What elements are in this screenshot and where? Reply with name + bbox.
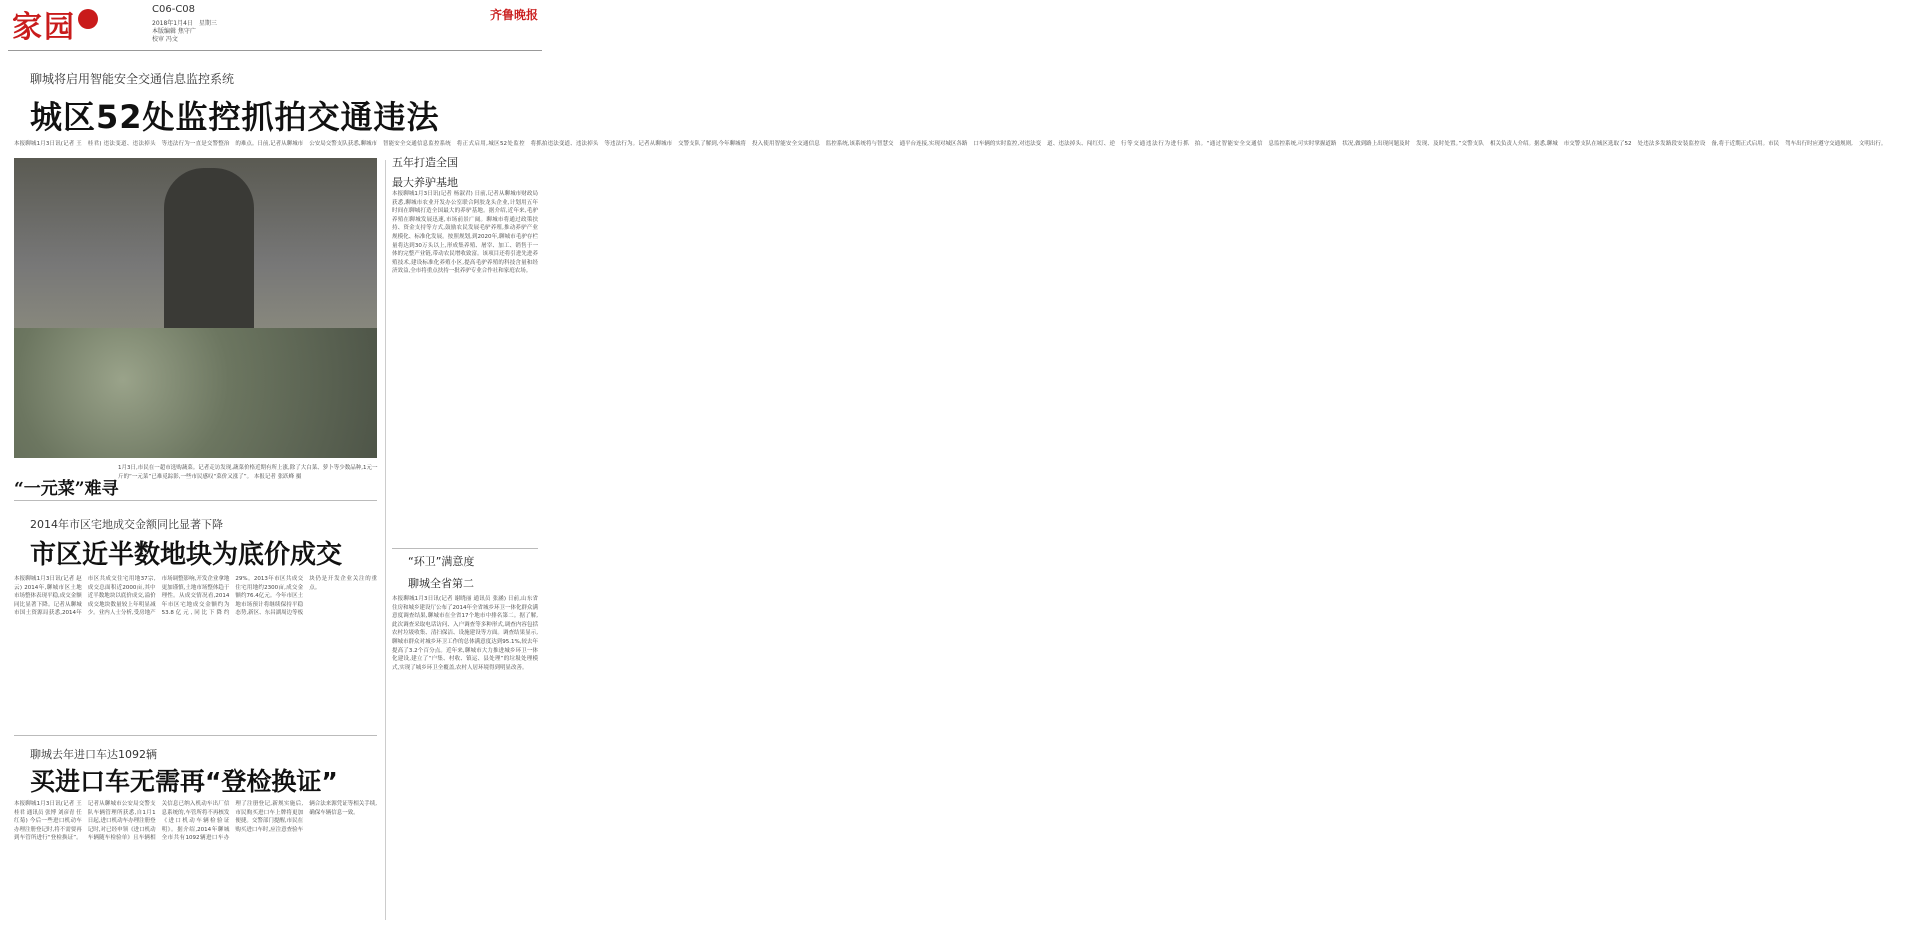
masthead <box>0 0 550 52</box>
section-name: 家园 <box>12 10 76 45</box>
story1-kicker: 聊城将启用智能安全交通信息监控系统 <box>30 72 235 86</box>
sidebar1-title <box>392 154 458 190</box>
masthead-rule <box>8 50 542 51</box>
edition-meta <box>152 20 217 44</box>
story3-headline: 买进口车无需再“登检换证” <box>30 767 338 796</box>
date-line: 2018年1月4日 星期三 <box>152 20 217 27</box>
sidebar1-body: 本报聊城1月3日讯(记者 杨淑君) 日前,记者从聊城市财政局获悉,聊城市农业开发办公室联合阿胶龙头企业,计划用五年时间在聊城打造全国最大的养驴基地。据介绍,近年来,毛驴养殖在聊城发展迅速,市场前景广阔。聊城市将通过政策扶持、资金支持等方式,鼓励农民发展毛驴养殖,推动养驴产业规模化、标准化发展。按照规划,到2020年,聊城市毛驴存栏量将达到30万头以上,形成集养殖、屠宰、加工、销售于一体的完整产业链,带动农民增收致富。该项目还将引进先进养殖技术,建设标准化养殖小区,提高毛驴养殖的科技含量和经济效益,全市将重点扶持一批养驴专业合作社和家庭农场。 <box>392 191 538 275</box>
story2-kicker: 2014年市区宅地成交金额同比显著下降 <box>30 518 223 531</box>
story3-kicker: 聊城去年进口车达1092辆 <box>30 748 157 761</box>
photo-caption-title: “一元菜”难寻 <box>14 479 119 499</box>
vegetable-market-photo <box>14 158 377 458</box>
story2-headline: 市区近半数地块为底价成交 <box>30 540 343 570</box>
editor-line: 本版编辑 焦守广 <box>152 28 196 35</box>
sidebar1-title-line2: 最大养驴基地 <box>392 176 458 189</box>
section-logo-icon <box>78 9 98 29</box>
story1-body: 本报聊城1月3日讯(记者 王桂君) 违法变道、违法掉头等违法行为一直是交警整治的难点。日前,记者从聊城市公安局交警支队获悉,聊城市智能安全交通信息监控系统将正式启用,城区52处监控将抓拍违法变道、违法掉头等违法行为。记者从聊城市交警支队了解到,今年聊城将投入使用智能安全交通信息监控系统,该系统将与智慧交通平台连接,实现对城区各路口车辆的实时监控,对违法变道、违法掉头、闯红灯、逆行等交通违法行为进行抓拍。“通过智能安全交通信息监控系统,可实时掌握道路状况,做到路上出现问题及时发现、及时处置。”交警支队相关负责人介绍。据悉,聊城市交警支队在城区选取了52处违法多发路段安装监控设备,将于近期正式启用。市民驾车出行时应遵守交通规则,文明出行。 <box>14 141 1887 147</box>
photo-shopper <box>164 168 254 338</box>
photo-vegetables <box>14 328 377 458</box>
sidebar2-body: 本报聊城1月3日讯(记者 谢晓丽 通讯员 张涵) 日前,山东省住房和城乡建设厅公布了2014年全省城乡环卫一体化群众满意度调查结果,聊城市在全省17个地市中排名第二。据了解,此次调查采取电话访问、入户调查等多种形式,调查内容包括农村垃圾收集、清扫保洁、设施建设等方面。调查结果显示,聊城市群众对城乡环卫工作的总体满意度达到95.1%,较去年提高了3.2个百分点。近年来,聊城市大力推进城乡环卫一体化建设,建立了“户集、村收、镇运、县处理”的垃圾处理模式,实现了城乡环卫全覆盖,农村人居环境得到明显改善。 <box>392 596 538 671</box>
photo-caption-text: 1月3日,市民在一超市选购蔬菜。记者走访发现,蔬菜价格近期有所上涨,除了大白菜、萝卜等少数品种,1元一斤的“一元菜”已难觅踪影,一些市民感叹“菜价又涨了”。 本报记者 张跃峰 摄 <box>118 465 378 480</box>
story2-body: 本报聊城1月3日讯(记者 赵云) 2014年,聊城市区土地市场整体表现平稳,成交金额同比显著下降。记者从聊城市国土资源局获悉,2014年市区共成交住宅用地37宗,成交总面积近2000亩,其中近半数地块以底价成交,溢价成交地块数量较上年明显减少。业内人士分析,受房地产市场调整影响,开发企业拿地更加谨慎,土地市场整体趋于理性。从成交情况看,2014年市区宅地成交金额约为53.8亿元,同比下降约29%。2013年市区共成交住宅用地约2300亩,成交金额约76.4亿元。今年市区土地市场预计将继续保持平稳态势,新区、东昌湖周边等板块仍是开发企业关注的重点。 <box>14 576 377 617</box>
sidebar2-title <box>408 553 474 591</box>
sidebar2-title-line1: “环卫”满意度 <box>408 555 475 568</box>
section-divider-2 <box>14 735 377 736</box>
sidebar1-title-line1: 五年打造全国 <box>392 156 458 169</box>
page-range: C06-C08 <box>152 4 196 15</box>
proofreader-line: 校审 冯文 <box>152 36 178 43</box>
section-divider-1 <box>14 500 377 501</box>
sidebar2-title-line2: 聊城全省第二 <box>408 577 474 590</box>
newspaper-logo: 齐鲁晚报 <box>489 8 538 22</box>
story1-headline: 城区52处监控抓拍交通违法 <box>30 98 440 136</box>
sidebar-divider-h <box>392 548 538 549</box>
sidebar-divider <box>385 160 386 920</box>
story3-body: 本报聊城1月3日讯(记者 王桂君 通讯员 张博 刘彦青 任红菊) 今后一些进口机动车办理注册登记时,将不需要再到车管所进行“登检换证”。记者从聊城市公安局交警支队车辆管理所获悉,自1月1日起,进口机动车办理注册登记时,对已经申领《进口机动车辆随车检验单》且车辆相关信息已纳入机动车出厂信息系统的,车管所将不再核发《进口机动车辆检验证明》。据介绍,2014年聊城全市共有1092辆进口车办理了注册登记,新规实施后,市民购买进口车上牌将更加便捷。交警部门提醒,市民在购买进口车时,应注意查验车辆合法来源凭证等相关手续,确保车辆信息一致。 <box>14 801 377 842</box>
